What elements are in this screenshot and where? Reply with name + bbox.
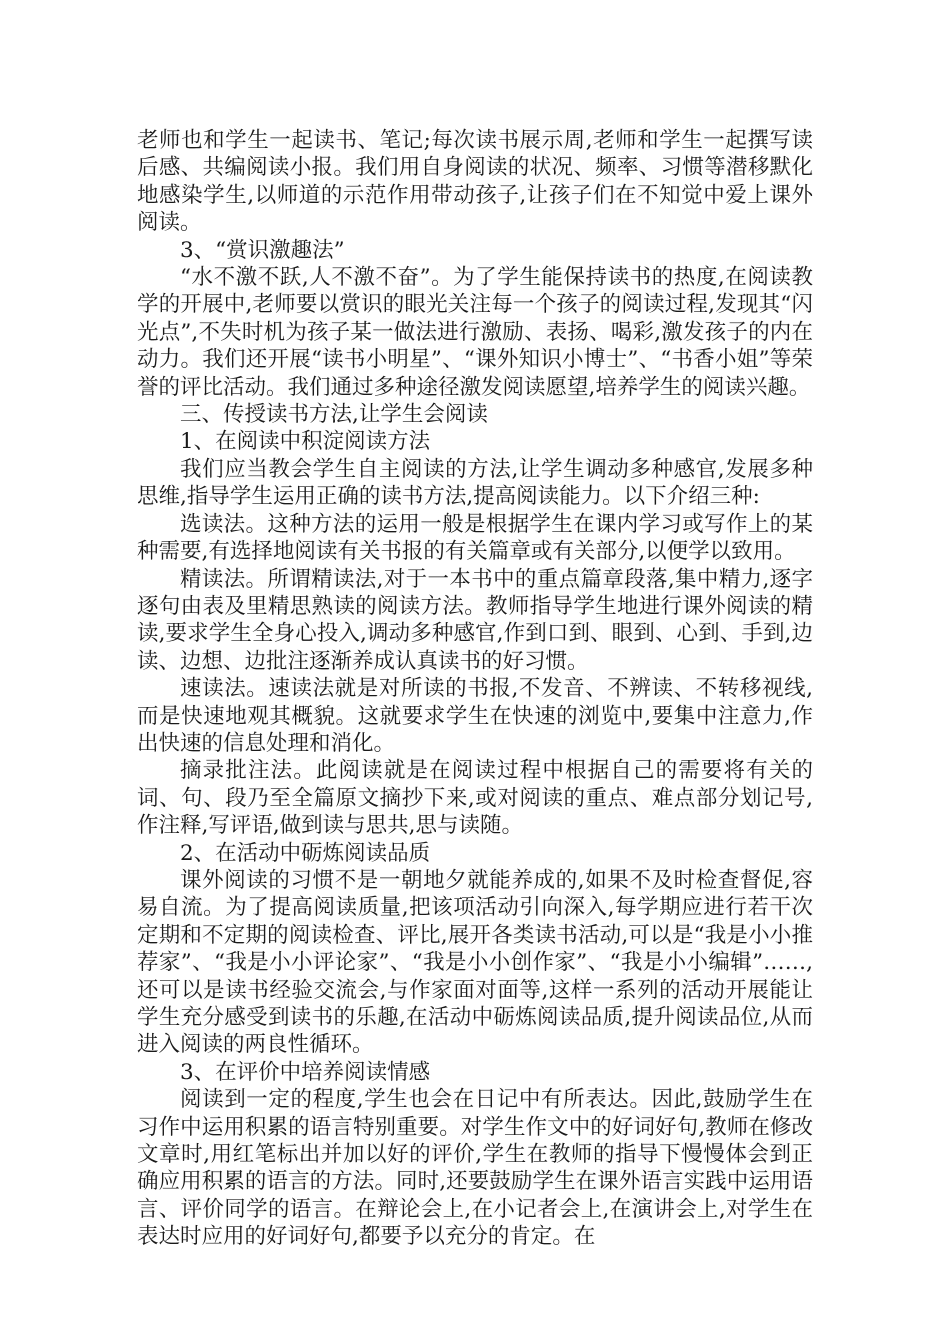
paragraph-speed-reading: 速读法。速读法就是对所读的书报,不发音、不辨读、不转移视线,而是快速地观其概貌。这就要求学生在快速的浏览中,要集中注意力,作出快速的信息处理和消化。 xyxy=(137,676,813,756)
paragraph-activity-quality: 课外阅读的习惯不是一朝地夕就能养成的,如果不及时检查督促,容易自流。为了提高阅读质量,把该项活动引向深入,每学期应进行若干次定期和不定期的阅读检查、评比,展开各类读书活动,可以是“我是小小推荐家”、“我是小小评论家”、“我是小小创作家”、“我是小小编辑”……,还可以是读书经验交流会,与作家面对面等,这样一系列的活动开展能让学生充分感受到读书的乐趣,在活动中砺炼阅读品质,提升阅读品位,从而进入阅读的两良性循环。 xyxy=(137,867,813,1058)
paragraph-appreciation: “水不激不跃,人不激不奋”。为了学生能保持读书的热度,在阅读教学的开展中,老师要以赏识的眼光关注每一个孩子的阅读过程,发现其“闪光点”,不失时机为孩子某一做法进行激励、表扬、喝彩,激发孩子的内在动力。我们还开展“读书小明星”、“课外知识小博士”、“书香小姐”等荣誉的评比活动。我们通过多种途径激发阅读愿望,培养学生的阅读兴趣。 xyxy=(137,265,813,400)
heading-activity-quality: 2、在活动中砺炼阅读品质 xyxy=(180,840,431,866)
paragraph-selective-reading: 选读法。这种方法的运用一般是根据学生在课内学习或写作上的某种需要,有选择地阅读有关书报的有关篇章或有关部分,以便学以致用。 xyxy=(137,511,813,565)
paragraph-excerpt-annotation: 摘录批注法。此阅读就是在阅读过程中根据自己的需要将有关的词、句、段乃至全篇原文摘抄下来,或对阅读的重点、难点部分划记号,作注释,写评语,做到读与思共,思与读随。 xyxy=(137,758,813,839)
document-body xyxy=(137,127,813,1251)
paragraph-evaluation-emotion: 阅读到一定的程度,学生也会在日记中有所表达。因此,鼓励学生在习作中运用积累的语言特别重要。对学生作文中的好词好句,教师在修改文章时,用红笔标出并加以好的评价,学生在教师的指导下慢慢体会到正确应用积累的语言的方法。同时,还要鼓励学生在课外语言实践中运用语言、评价同学的语言。在辩论会上,在小记者会上,在演讲会上,对学生在表达时应用的好词好句,都要予以充分的肯定。在 xyxy=(137,1087,813,1250)
paragraph-reading-methods-intro: 我们应当教会学生自主阅读的方法,让学生调动多种感官,发展多种思维,指导学生运用正确的读书方法,提高阅读能力。以下介绍三种: xyxy=(137,456,813,510)
heading-appreciation-method: 3、“赏识激趣法” xyxy=(180,237,345,263)
paragraph-teacher-example: 老师也和学生一起读书、笔记;每次读书展示周,老师和学生一起撰写读后感、共编阅读小报。我们用自身阅读的状况、频率、习惯等潜移默化地感染学生,以师道的示范作用带动孩子,让孩子们在不知觉中爱上课外阅读。 xyxy=(137,128,813,236)
paragraph-intensive-reading: 精读法。所谓精读法,对于一本书中的重点篇章段落,集中精力,逐字逐句由表及里精思熟读的阅读方法。教师指导学生地进行课外阅读的精读,要求学生全身心投入,调动多种感官,作到口到、眼到、心到、手到,边读、边想、边批注逐渐养成认真读书的好习惯。 xyxy=(137,566,813,674)
heading-evaluation-emotion: 3、在评价中培养阅读情感 xyxy=(180,1059,431,1085)
heading-reading-methods: 1、在阅读中积淀阅读方法 xyxy=(180,429,431,455)
heading-section-three: 三、传授读书方法,让学生会阅读 xyxy=(180,402,488,428)
